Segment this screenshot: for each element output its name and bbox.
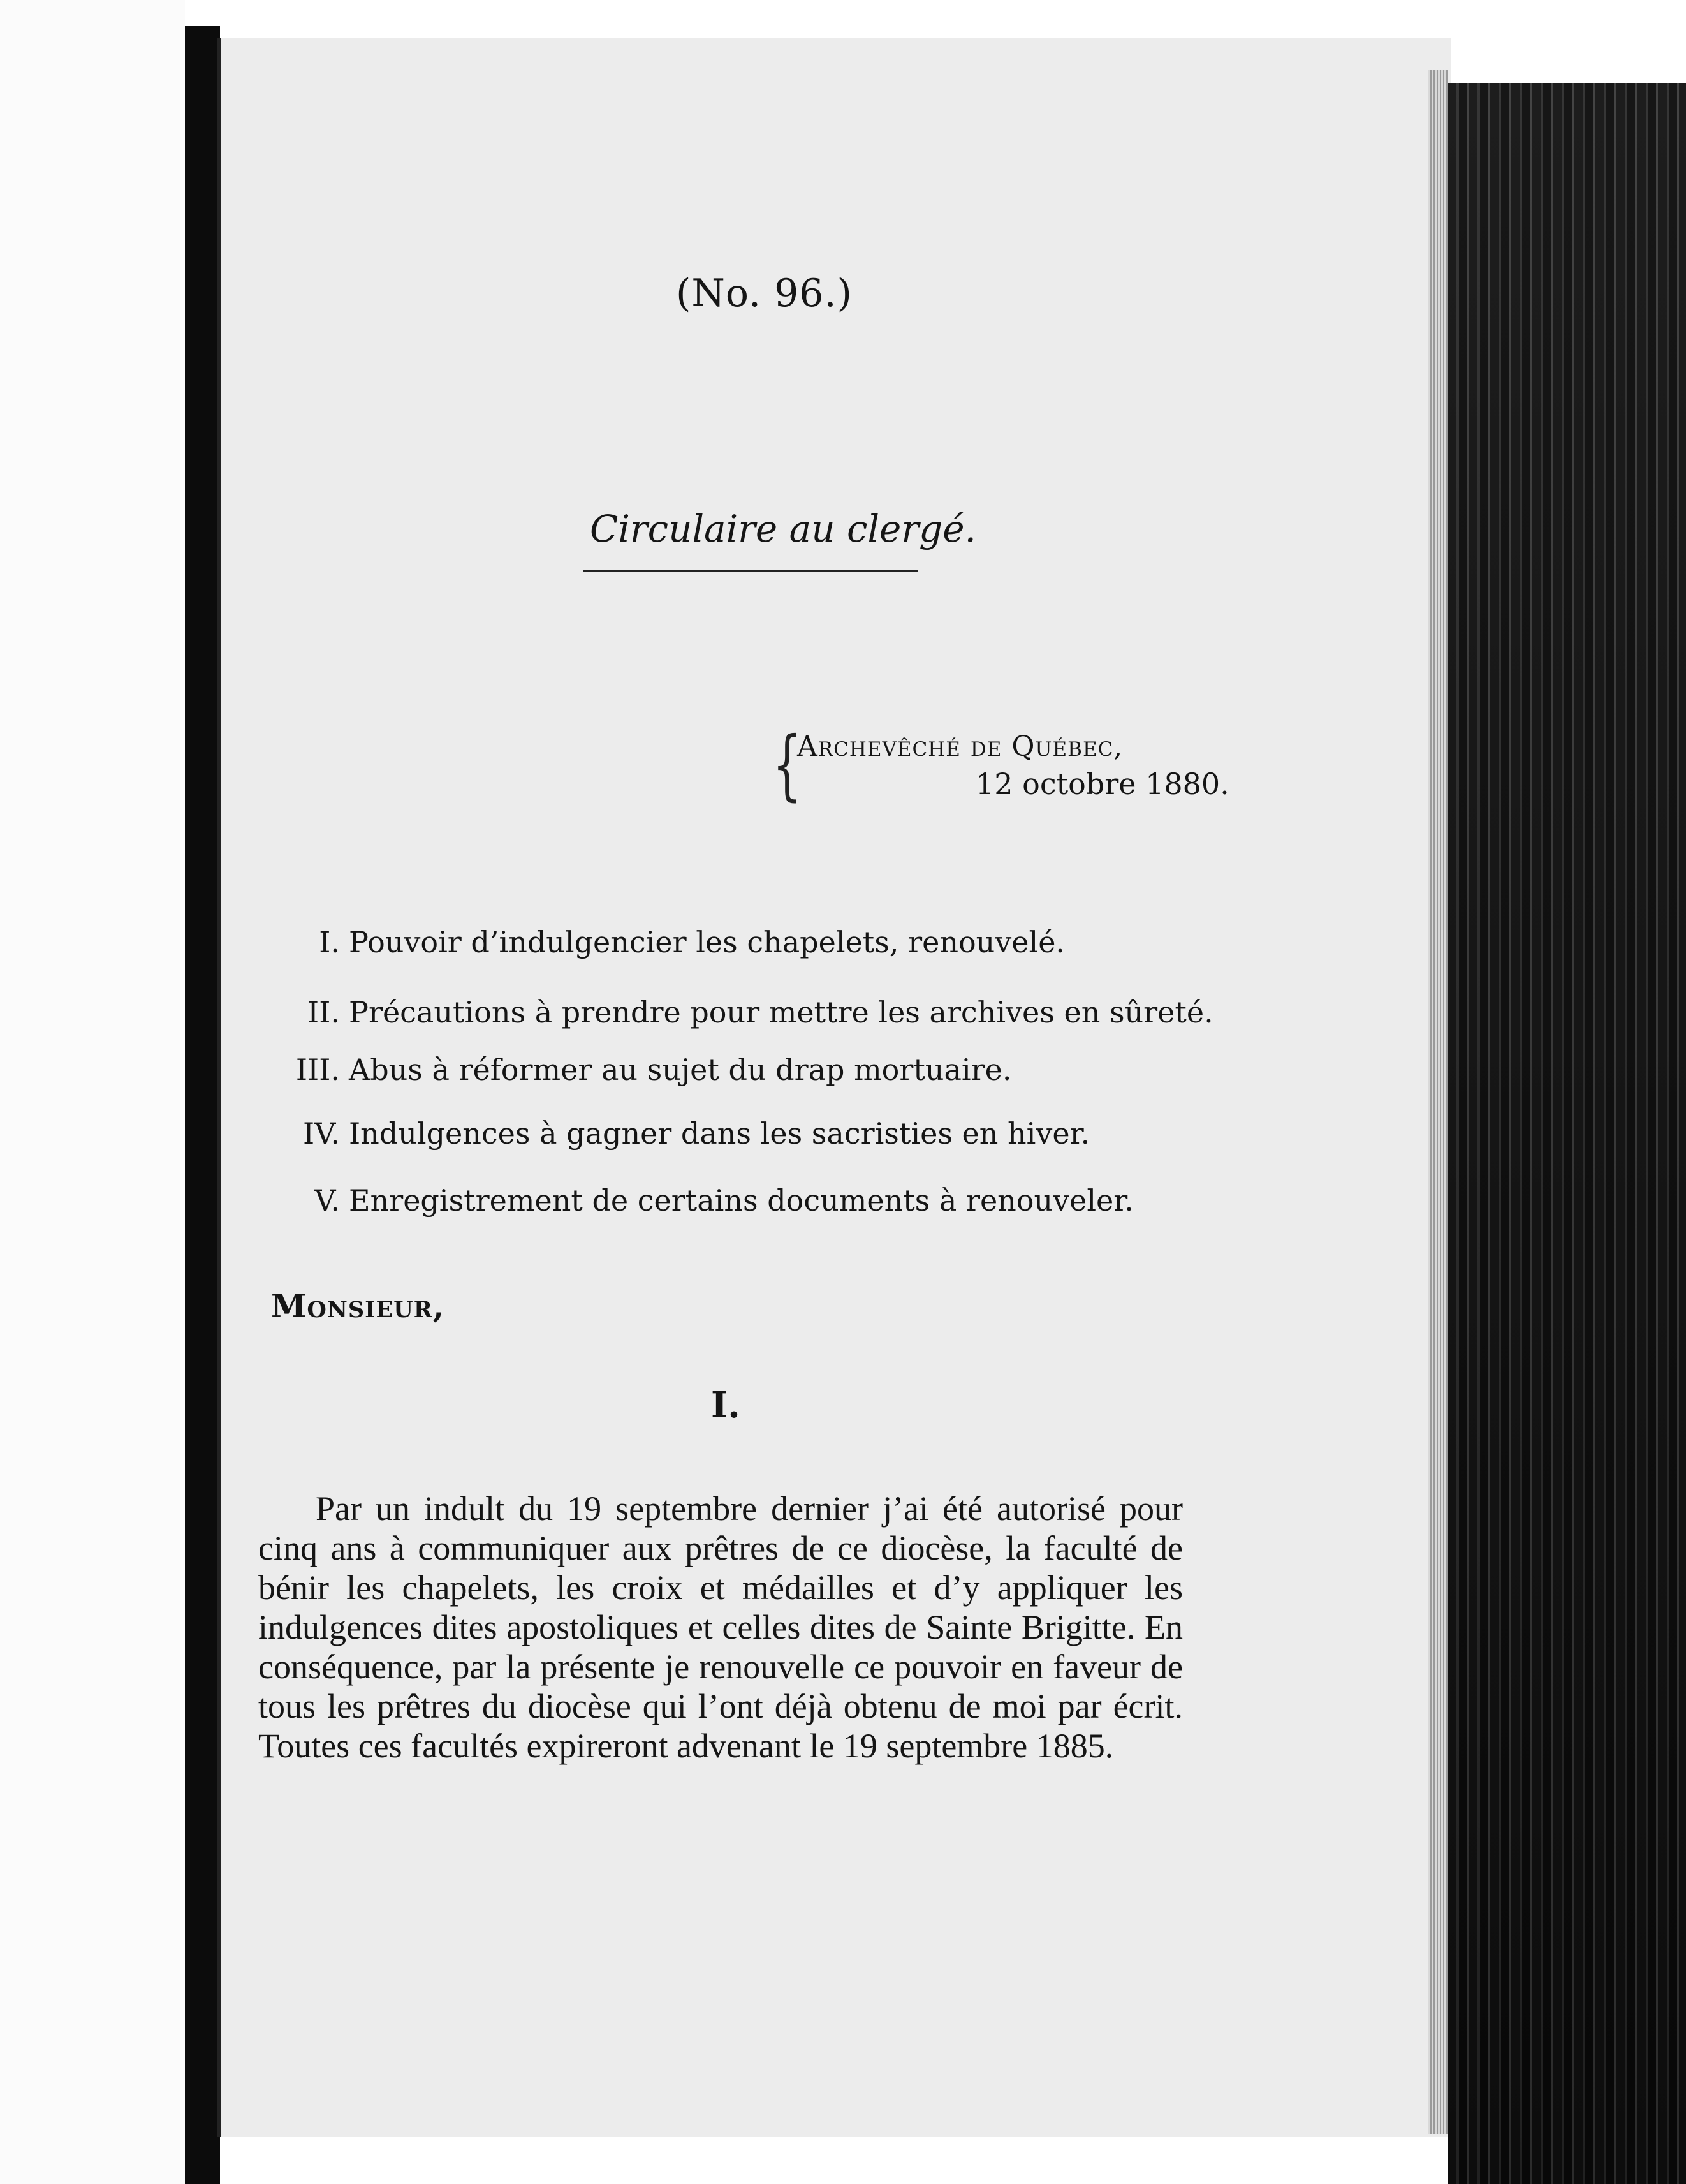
summary-item xyxy=(263,1052,1011,1087)
summary-item xyxy=(263,925,1065,959)
summary-item-number: III. xyxy=(295,1052,340,1087)
circular-number: (No. 96.) xyxy=(676,271,853,316)
summary-item xyxy=(263,995,1213,1029)
curly-brace: { xyxy=(772,721,802,809)
summary-item xyxy=(263,1116,1090,1151)
page-edges xyxy=(1428,70,1448,2134)
summary-item-number: V. xyxy=(314,1183,340,1218)
summary-item-text: Enregistrement de certains documents à renouveler. xyxy=(349,1183,1134,1218)
title-underline xyxy=(583,570,918,572)
salutation: Monsieur, xyxy=(271,1287,445,1325)
book-binding-gap xyxy=(185,26,220,2184)
summary-item-number: IV. xyxy=(303,1116,340,1151)
summary-item-text: Indulgences à gagner dans les sacristies en hiver. xyxy=(349,1116,1090,1151)
place-line: Archevêché de Québec, xyxy=(797,730,1124,763)
summary-item-text: Précautions à prendre pour mettre les archives en sûreté. xyxy=(349,995,1213,1029)
circular-title: Circulaire au clergé. xyxy=(590,507,976,550)
summary-item-text: Pouvoir d’indulgencier les chapelets, renouvelé. xyxy=(349,925,1066,959)
summary-item-number: I. xyxy=(319,925,340,959)
summary-item xyxy=(263,1183,1134,1218)
body-paragraph: Par un indult du 19 septembre dernier j’ai été autorisé pour cinq ans à communiquer aux prêtres de ce diocèse, la faculté de bénir les chapelets, les croix et médailles et d’y appliquer les indulgences dites apostoliques et celles dites de Sainte Brigitte. En conséquence, par la présente je renouvelle ce pouvoir en faveur de tous les prêtres du diocèse qui l’ont déjà obtenu de moi par écrit. Toutes ces facultés expireront advenant le 19 septembre 1885. xyxy=(258,1489,1183,1765)
document-page xyxy=(217,38,1451,2137)
section-number: I. xyxy=(711,1384,740,1426)
left-blank-leaf xyxy=(0,0,185,2184)
summary-item-number: II. xyxy=(307,995,340,1029)
summary-item-text: Abus à réformer au sujet du drap mortuaire. xyxy=(349,1052,1012,1087)
date-line: 12 octobre 1880. xyxy=(976,767,1229,801)
spine-shading xyxy=(1448,83,1686,2184)
